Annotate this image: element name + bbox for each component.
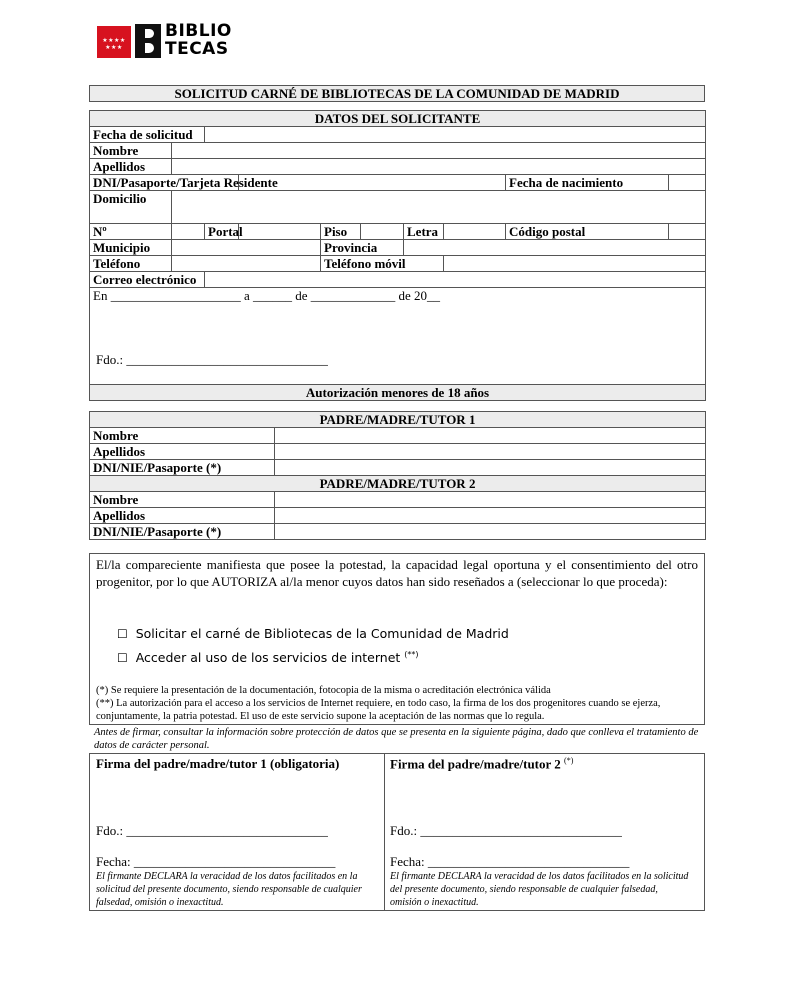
lugar-fecha-firma-box[interactable] — [90, 288, 706, 385]
option-internet-sup: (**) — [404, 650, 419, 659]
municipio-field[interactable] — [172, 240, 321, 256]
logo-line-1: BIBLIO — [165, 21, 232, 41]
correo-label: Correo electrónico — [90, 272, 205, 288]
numero-label: Nº — [90, 224, 172, 240]
codigo-postal-label: Código postal — [506, 224, 669, 240]
autoriza-box — [89, 553, 705, 725]
tutor1-apellidos-label: Apellidos — [90, 444, 275, 460]
firma-tutor1-box[interactable] — [96, 756, 381, 908]
apellidos-label: Apellidos — [90, 159, 172, 175]
tutor1-nombre-label: Nombre — [90, 428, 275, 444]
portal-field[interactable] — [239, 224, 321, 240]
tutor1-header: PADRE/MADRE/TUTOR 1 — [90, 412, 706, 428]
bibliotecas-logo-text — [165, 22, 232, 58]
telefono-movil-field[interactable] — [444, 256, 706, 272]
solicitante-table — [89, 110, 706, 401]
note-documentacion: (*) Se requiere la presentación de la documentación, fotocopia de la misma o acreditación electrónica válida — [96, 685, 551, 696]
provincia-field[interactable] — [404, 240, 706, 256]
tutor2-dni-field[interactable] — [275, 524, 706, 540]
fecha-solicitud-label: Fecha de solicitud — [90, 127, 205, 143]
piso-label: Piso — [321, 224, 361, 240]
en-fecha-line: En ____________________ a ______ de _____________ de 20__ — [93, 288, 441, 303]
title-table — [89, 85, 705, 102]
tutor2-apellidos-label: Apellidos — [90, 508, 275, 524]
fdo-line: Fdo.: _______________________________ — [96, 352, 328, 367]
dni-label: DNI/Pasaporte/Tarjeta Residente — [90, 175, 239, 191]
dni-field[interactable] — [239, 175, 506, 191]
tutor2-nombre-field[interactable] — [275, 492, 706, 508]
domicilio-field[interactable] — [172, 191, 706, 224]
codigo-postal-field[interactable] — [669, 224, 706, 240]
form-title: SOLICITUD CARNÉ DE BIBLIOTECAS DE LA COMUNIDAD DE MADRID — [90, 86, 705, 102]
firma-tutor2-declara: El firmante DECLARA la veracidad de los datos facilitados en la solicitud del presente documento, siendo responsable de cualquier falsedad, omisión o inexactitud. — [390, 871, 689, 908]
comunidad-madrid-flag-logo — [97, 26, 131, 58]
bibliotecas-b-logo — [135, 24, 161, 58]
firmas-divider — [384, 754, 385, 910]
letra-label: Letra — [404, 224, 444, 240]
checkbox-carne-icon[interactable]: ☐ — [117, 627, 128, 641]
firma-tutor1-fecha: Fecha: _______________________________ — [96, 854, 336, 869]
fecha-nacimiento-field[interactable] — [669, 175, 706, 191]
telefono-label: Teléfono — [90, 256, 172, 272]
fecha-solicitud-field[interactable] — [205, 127, 706, 143]
option-carne-label: Solicitar el carné de Bibliotecas de la Comunidad de Madrid — [135, 626, 509, 641]
firma-tutor2-box[interactable] — [390, 756, 695, 908]
provincia-label: Provincia — [321, 240, 404, 256]
telefono-field[interactable] — [172, 256, 321, 272]
portal-label: Portal — [205, 224, 239, 240]
tutor2-nombre-label: Nombre — [90, 492, 275, 508]
checkbox-internet-icon[interactable]: ☐ — [117, 651, 128, 666]
piso-field[interactable] — [361, 224, 404, 240]
numero-field[interactable] — [172, 224, 205, 240]
logo-line-2: TECAS — [165, 39, 229, 59]
tutor2-header: PADRE/MADRE/TUTOR 2 — [90, 476, 706, 492]
letra-field[interactable] — [444, 224, 506, 240]
firma-tutor1-declara: El firmante DECLARA la veracidad de los datos facilitados en la solicitud del presente documento, siendo responsable de cualquier falsedad, omisión o inexactitud. — [96, 871, 362, 908]
tutor2-apellidos-field[interactable] — [275, 508, 706, 524]
apellidos-field[interactable] — [172, 159, 706, 175]
flag-stars: ★★★★ ★★★ — [102, 38, 126, 51]
firma-tutor2-fecha: Fecha: _______________________________ — [390, 854, 630, 869]
solicitante-header: DATOS DEL SOLICITANTE — [90, 111, 706, 127]
option-internet[interactable] — [117, 650, 419, 665]
firma-tutor2-fdo: Fdo.: _______________________________ — [390, 823, 622, 838]
municipio-label: Municipio — [90, 240, 172, 256]
domicilio-label: Domicilio — [90, 191, 172, 224]
tutor2-dni-label: DNI/NIE/Pasaporte (*) — [90, 524, 275, 540]
firmas-box — [89, 753, 705, 911]
tutor1-dni-field[interactable] — [275, 460, 706, 476]
option-internet-label: Acceder al uso de los servicios de internet — [135, 650, 401, 666]
firma-tutor2-sup: (*) — [564, 756, 574, 765]
fecha-nacimiento-label: Fecha de nacimiento — [506, 175, 669, 191]
tutor1-apellidos-field[interactable] — [275, 444, 706, 460]
firma-tutor2-title: Firma del padre/madre/tutor 2 — [390, 756, 561, 772]
autoriza-text: El/la compareciente manifiesta que posee la potestad, la capacidad legal oportuna y el consentimiento del otro progenitor, por lo que AUTORIZA al/la menor cuyos datos han sido reseñados a (seleccionar lo que proceda): — [96, 557, 698, 589]
privacy-note: Antes de firmar, consultar la información sobre protección de datos que se presenta en la siguiente página, dado que conlleva el tratamiento de datos de carácter personal. — [94, 727, 699, 751]
nombre-label: Nombre — [90, 143, 172, 159]
tutores-table — [89, 411, 706, 540]
tutor1-nombre-field[interactable] — [275, 428, 706, 444]
note-internet: (**) La autorización para el acceso a los servicios de Internet requiere, en todo caso, la firma de los dos progenitores cuando se ejerza, conjuntamente, la patria potestad. El uso de este servicio supone la aceptación de las normas que lo regula. — [96, 698, 661, 722]
firma-tutor1-fdo: Fdo.: _______________________________ — [96, 823, 328, 838]
firma-tutor1-title: Firma del padre/madre/tutor 1 (obligatoria) — [96, 756, 340, 771]
telefono-movil-label: Teléfono móvil — [321, 256, 444, 272]
menores-header: Autorización menores de 18 años — [90, 385, 706, 401]
correo-field[interactable] — [205, 272, 706, 288]
option-carne[interactable] — [117, 626, 509, 641]
tutor1-dni-label: DNI/NIE/Pasaporte (*) — [90, 460, 275, 476]
nombre-field[interactable] — [172, 143, 706, 159]
